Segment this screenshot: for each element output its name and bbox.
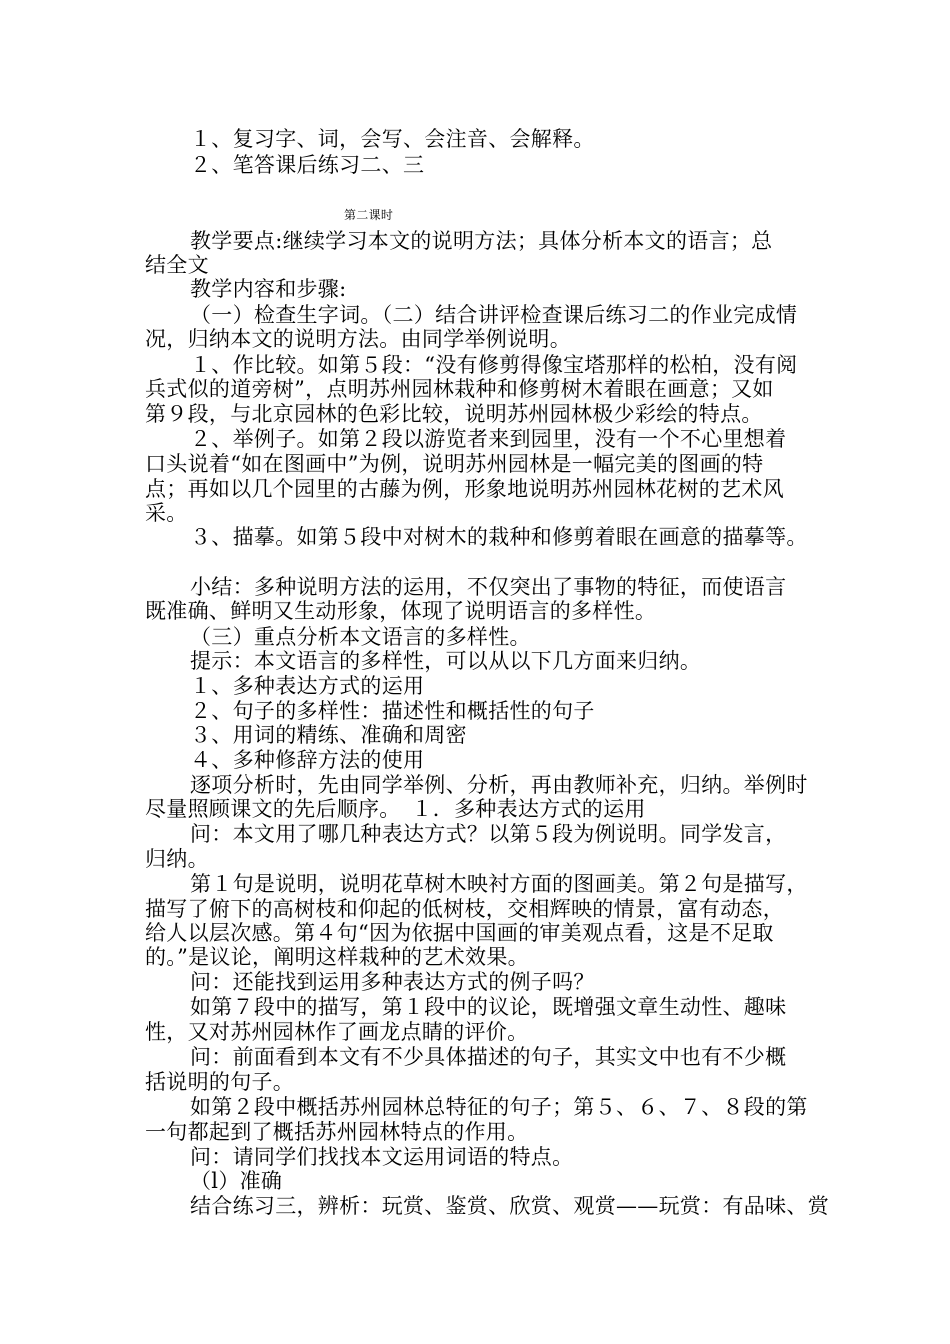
section-heading: 第二课时 (344, 208, 394, 222)
text-line: ３、描摹。如第５段中对树木的栽种和修剪着眼在画意的描摹等。 (190, 525, 808, 549)
text-line: 逐项分析时，先由同学举例、分析，再由教师补充，归纳。举例时 (190, 773, 808, 797)
text-line: 既准确、鲜明又生动形象，体现了说明语言的多样性。 (145, 599, 657, 623)
text-line: 问：请同学们找找本文运用词语的特点。 (190, 1145, 574, 1169)
text-line: ２、举例子。如第２段以游览者来到园里，没有一个不心里想着 (190, 427, 787, 451)
text-line: 结全文 (145, 253, 209, 277)
text-line: １、多种表达方式的运用 (190, 674, 425, 698)
text-line: 采。 (145, 501, 188, 525)
text-line: 第９段，与北京园林的色彩比较，说明苏州园林极少彩绘的特点。 (145, 402, 763, 426)
text-line: 小结：多种说明方法的运用，不仅突出了事物的特征，而使语言 (190, 575, 787, 599)
text-line: ３、用词的精练、准确和周密 (190, 723, 467, 747)
text-line: 口头说着“如在图画中”为例，说明苏州园林是一幅完美的图画的特 (145, 452, 764, 476)
text-line: ４、多种修辞方法的使用 (190, 748, 425, 772)
text-line: 教学内容和步骤: (190, 277, 347, 301)
text-line: 结合练习三，辨析：玩赏、鉴赏、欣赏、观赏——玩赏：有品味、赏 (190, 1194, 829, 1218)
text-line: （l）准确 (190, 1169, 283, 1193)
text-line: 提示：本文语言的多样性，可以从以下几方面来归纳。 (190, 649, 702, 673)
text-line: 归纳。 (145, 847, 209, 871)
text-line: 括说明的句子。 (145, 1070, 295, 1094)
text-line: 给人以层次感。第４句“因为依据中国画的审美观点看，这是不足取 (145, 921, 774, 945)
text-line: 如第２段中概括苏州园林总特征的句子；第５、６、７、８段的第 (190, 1095, 808, 1119)
text-line: 描写了俯下的高树枝和仰起的低树枝，交相辉映的情景，富有动态， (145, 897, 784, 921)
text-line: 的。”是议论，阐明这样栽种的艺术效果。 (145, 945, 529, 969)
text-line: 性，又对苏州园林作了画龙点睛的评价。 (145, 1020, 529, 1044)
text-line: 教学要点:继续学习本文的说明方法；具体分析本文的语言；总 (190, 229, 773, 253)
text-line: ２、笔答课后练习二、三 (190, 153, 425, 177)
text-line: ２、句子的多样性：描述性和概括性的句子 (190, 699, 595, 723)
text-line: 问：还能找到运用多种表达方式的例子吗？ (190, 970, 595, 994)
text-line: 一句都起到了概括苏州园林特点的作用。 (145, 1120, 529, 1144)
text-line: 第１句是说明，说明花草树木映衬方面的图画美。第２句是描写， (190, 872, 808, 896)
text-line: 尽量照顾课文的先后顺序。 １．多种表达方式的运用 (145, 797, 646, 821)
text-line: １、复习字、词，会写、会注音、会解释。 (190, 127, 595, 151)
text-line: （三）重点分析本文语言的多样性。 (190, 625, 531, 649)
text-line: 如第７段中的描写，第１段中的议论，既增强文章生动性、趣味 (190, 995, 787, 1019)
text-line: （一）检查生字词。（二）结合讲评检查课后练习二的作业完成情 (190, 303, 798, 327)
text-line: 况，归纳本文的说明方法。由同学举例说明。 (145, 327, 571, 351)
text-line: 问：本文用了哪几种表达方式？以第５段为例说明。同学发言， (190, 822, 787, 846)
text-line: 点；再如以几个园里的古藤为例，形象地说明苏州园林花树的艺术风 (145, 477, 784, 501)
text-line: 兵式似的道旁树”，点明苏州园林栽种和修剪树木着眼在画意；又如 (145, 377, 774, 401)
text-line: １、作比较。如第５段：“没有修剪得像宝塔那样的松柏，没有阅 (190, 353, 798, 377)
text-line: 问：前面看到本文有不少具体描述的句子，其实文中也有不少概 (190, 1045, 787, 1069)
